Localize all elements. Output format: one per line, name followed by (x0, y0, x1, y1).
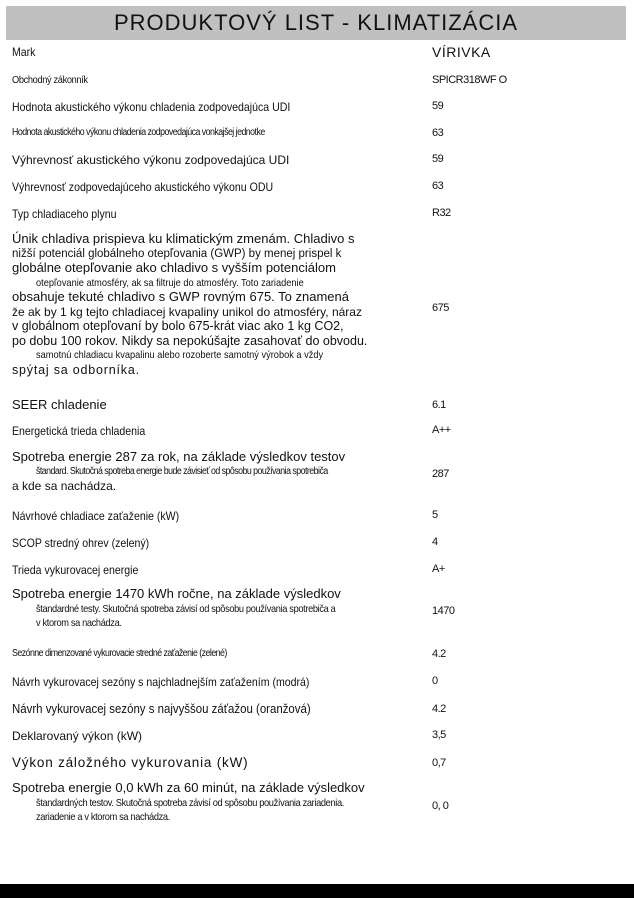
spec-label-line: spýtaj sa odborníka. (12, 362, 140, 377)
spec-value: 0,7 (432, 757, 446, 769)
spec-label: Sezónne dimenzované vykurovacie stredné zaťaženie (zelené) (12, 648, 227, 659)
spec-value: R32 (432, 207, 451, 219)
spec-label-multiline (12, 587, 412, 631)
spec-label-line: Únik chladiva prispieva ku klimatickým zmenám. Chladivo s (12, 231, 355, 246)
spec-label: Výhrevnosť zodpovedajúceho akustického výkonu ODU (12, 180, 274, 194)
spec-value: 1470 (432, 605, 455, 617)
spec-value: 675 (432, 302, 449, 314)
spec-value: VÍRIVKA (432, 44, 491, 60)
spec-label: SCOP stredný ohrev (zelený) (12, 536, 150, 550)
spec-label: Výhrevnosť akustického výkonu zodpovedajúca UDI (12, 153, 290, 167)
spec-label-line: že ak by 1 kg tejto chladiacej kvapaliny unikol do atmosféry, náraz (12, 304, 362, 319)
spec-label: Návrh vykurovacej sezóny s najchladnejším zaťažením (modrá) (12, 675, 310, 689)
spec-label-line: obsahuje tekuté chladivo s GWP rovným 675. To znamená (12, 289, 349, 304)
spec-label-line: globálne otepľovanie ako chladivo s vyšším potenciálom (12, 260, 336, 275)
spec-label: SEER chladenie (12, 397, 107, 412)
spec-label-line: Spotreba energie 0,0 kWh za 60 minút, na základe výsledkov (12, 780, 365, 795)
spec-value: 4.2 (432, 703, 446, 715)
spec-label: Hodnota akustického výkonu chladenia zodpovedajúca vonkajšej jednotke (12, 127, 265, 138)
spec-label: Hodnota akustického výkonu chladenia zodpovedajúca UDI (12, 100, 291, 114)
spec-value: 0 (432, 675, 438, 687)
spec-value: 5 (432, 509, 438, 521)
spec-value: 63 (432, 180, 444, 192)
spec-label-line: zariadenie a v ktorom sa nachádza. (36, 811, 170, 823)
spec-value: 59 (432, 153, 444, 165)
spec-label-line: a kde sa nachádza. (12, 479, 117, 493)
spec-value: 59 (432, 100, 444, 112)
spec-label-line: nižší potenciál globálneho otepľovania (GWP) by menej prispel k (12, 247, 342, 260)
spec-value: 63 (432, 127, 444, 139)
spec-label-line: po dobu 100 rokov. Nikdy sa nepokúšajte zasahovať do obvodu. (12, 333, 368, 348)
spec-label: Návrhové chladiace zaťaženie (kW) (12, 509, 180, 523)
page-header (6, 6, 626, 40)
spec-label: Trieda vykurovacej energie (12, 563, 139, 577)
spec-label-multiline (12, 450, 412, 494)
spec-label: Typ chladiaceho plynu (12, 207, 117, 221)
spec-label-line: v globálnom otepľovaní by bolo 675-krát viac ako 1 kg CO2, (12, 319, 344, 333)
spec-label: Deklarovaný výkon (kW) (12, 729, 143, 743)
spec-label: Obchodný zákonník (12, 74, 88, 86)
spec-label-line: štandardných testov. Skutočná spotreba závisí od spôsobu používania zariadenia. (36, 796, 344, 809)
spec-value: A+ (432, 563, 445, 575)
spec-value: 287 (432, 468, 449, 480)
spec-label-multiline (12, 781, 412, 825)
page-title: PRODUKTOVÝ LIST - KLIMATIZÁCIA (113, 10, 519, 35)
spec-value: 4 (432, 536, 438, 548)
spec-label-multiline (12, 232, 412, 377)
spec-label-line: Spotreba energie 1470 kWh ročne, na základe výsledkov (12, 586, 341, 601)
spec-value: 0, 0 (432, 800, 449, 812)
spec-label: Energetická trieda chladenia (12, 424, 146, 438)
spec-value: 6.1 (432, 399, 446, 411)
spec-value: SPICR318WF O (432, 74, 507, 86)
spec-label: Návrh vykurovacej sezóny s najvyššou záťažou (oranžová) (12, 701, 311, 716)
spec-label-line: otepľovanie atmosféry, ak sa filtruje do atmosféry. Toto zariadenie (36, 276, 304, 289)
spec-label: Mark (12, 45, 36, 59)
spec-value: 3,5 (432, 729, 446, 741)
footer-bar (0, 884, 634, 898)
spec-label-line: v ktorom sa nachádza. (36, 617, 122, 629)
spec-label-line: Spotreba energie 287 za rok, na základe výsledkov testov (12, 449, 346, 464)
spec-value: A++ (432, 424, 451, 436)
spec-value: 4.2 (432, 648, 446, 660)
spec-label-line: samotnú chladiacu kvapalinu alebo rozoberte samotný výrobok a vždy (36, 349, 324, 361)
spec-label-line: štandard. Skutočná spotreba energie bude závisieť od spôsobu používania spotrebiča (36, 465, 328, 477)
spec-label: Výkon záložného vykurovania (kW) (12, 755, 249, 770)
spec-label-line: štandardné testy. Skutočná spotreba závisí od spôsobu používania spotrebiča a (36, 602, 336, 615)
